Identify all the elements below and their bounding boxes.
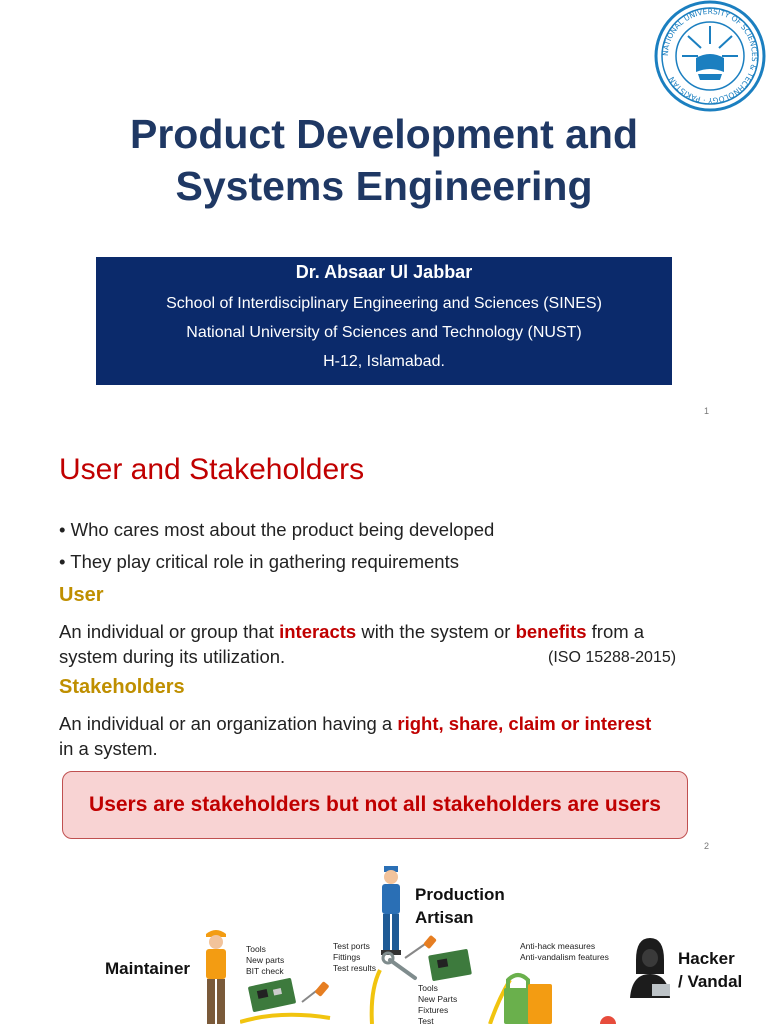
university-name: National University of Sciences and Technology (NUST) (186, 324, 582, 341)
slide2-heading: User and Stakeholders (59, 453, 365, 486)
iso-reference: (ISO 15288-2015) (548, 649, 677, 666)
diagram-artwork (240, 930, 640, 1024)
production-item-test-ports: Test ports (333, 941, 370, 951)
wrench-icon (383, 953, 415, 978)
author-info-box (96, 257, 672, 385)
user-text-3: from a (586, 621, 645, 642)
screwdriver-icon-2 (405, 935, 437, 958)
stakeholder-definition (59, 711, 739, 736)
hacker-label-2: / Vandal (678, 972, 743, 991)
user-highlight-interacts: interacts (279, 621, 357, 642)
user-text-1: An individual or group that (59, 621, 280, 642)
alert-icon (600, 1016, 616, 1024)
maintainer-item-bit-check: BIT check (246, 966, 284, 976)
tools-item-tools: Tools (418, 983, 438, 993)
maintainer-item-tools: Tools (246, 944, 266, 954)
user-definition-line2: system during its utilization. (59, 646, 286, 667)
user-highlight-benefits: benefits (515, 621, 587, 642)
callout-box (62, 771, 688, 839)
stakeholders-heading: Stakeholders (59, 676, 185, 698)
stakeholder-highlight: right, share, claim or interest (397, 713, 652, 734)
user-text-2: with the system or (356, 621, 516, 642)
page-number-2: 2 (704, 841, 710, 851)
production-item-test-results: Test results (333, 963, 376, 973)
page-number-1: 1 (704, 406, 710, 416)
location: H-12, Islamabad. (323, 353, 445, 370)
school-name: School of Interdisciplinary Engineering and Sciences (SINES) (166, 295, 602, 312)
hacker-figure (628, 934, 672, 1000)
title-line-2: Systems Engineering (175, 163, 593, 209)
bullet-1: • Who cares most about the product being developed (59, 519, 495, 540)
nust-seal-logo (654, 0, 766, 112)
maintainer-label: Maintainer (105, 959, 191, 978)
stakeholder-text-1: An individual or an organization having a (59, 713, 398, 734)
tools-item-test: Test (418, 1016, 434, 1026)
user-definition (59, 619, 739, 644)
user-heading: User (59, 584, 104, 606)
tools-item-fixtures: Fixtures (418, 1005, 449, 1015)
production-label-2: Artisan (415, 908, 474, 927)
maintainer-figure (198, 926, 234, 1024)
tools-item-new-parts: New Parts (418, 994, 458, 1004)
seal-text: NATIONAL UNIVERSITY OF SCIENCES & TECHNOLOGY · PAKISTAN (660, 6, 760, 106)
circuit-board-icon (248, 978, 296, 1013)
hacker-label-1: Hacker (678, 949, 735, 968)
hacker-item-anti-vandalism: Anti-vandalism features (520, 952, 609, 962)
stakeholder-definition-line2: in a system. (59, 738, 158, 759)
title-line-1: Product Development and (129, 111, 638, 157)
bullet-2: • They play critical role in gathering requirements (59, 551, 459, 572)
production-label-1: Production (415, 885, 505, 904)
hacker-item-anti-hack: Anti-hack measures (520, 941, 596, 951)
circuit-board-icon-2 (428, 949, 472, 982)
author-name: Dr. Absaar Ul Jabbar (295, 262, 473, 282)
maintainer-item-new-parts: New parts (246, 955, 285, 965)
lock-icon (504, 975, 552, 1024)
production-item-fittings: Fittings (333, 952, 361, 962)
callout-text: Users are stakeholders but not all stakeholders are users (89, 793, 661, 816)
screwdriver-icon (302, 981, 330, 1002)
